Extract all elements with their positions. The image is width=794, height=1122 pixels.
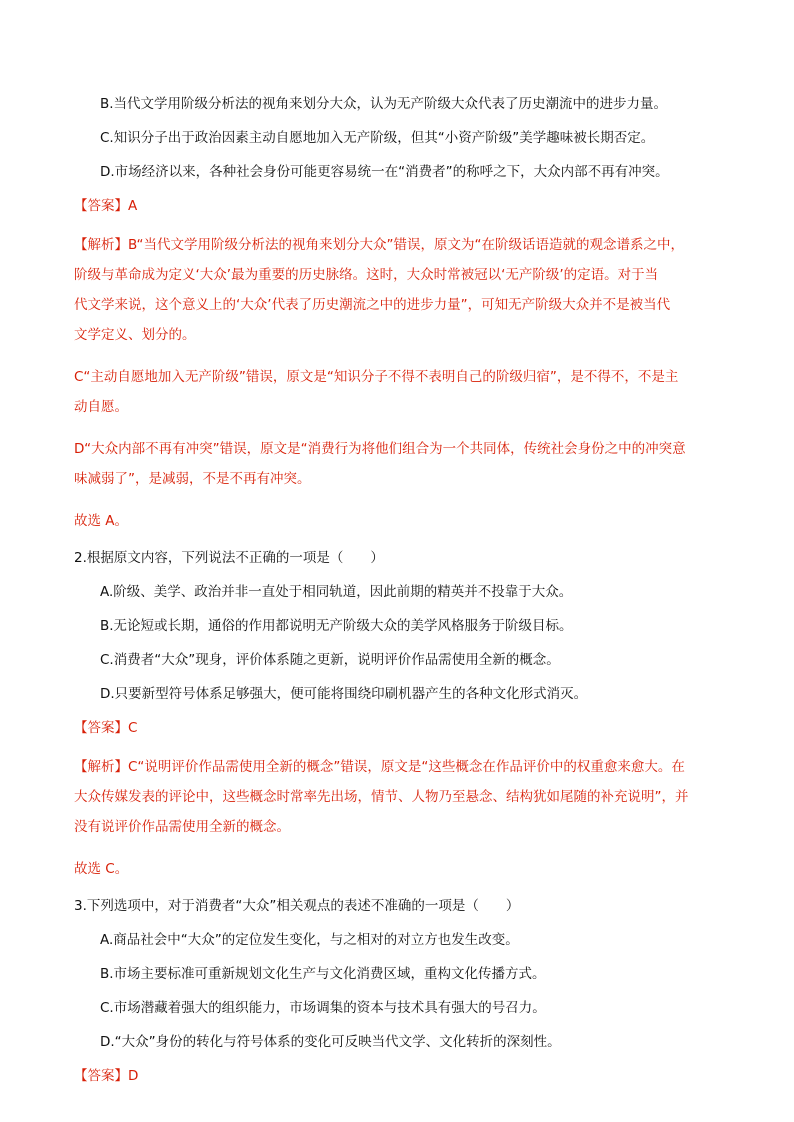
q2-analysis bbox=[74, 752, 734, 842]
analysis-line: 【解析】B“当代文学用阶级分析法的视角来划分大众”错误，原文为“在阶级话语造就的观念谱系之中， bbox=[74, 237, 685, 253]
q1-option-b: B.当代文学用阶级分析法的视角来划分大众，认为无产阶级大众代表了历史潮流中的进步力量。 bbox=[100, 96, 668, 112]
analysis-line: 故选 A。 bbox=[74, 513, 129, 529]
analysis-line: 【解析】C“说明评价作品需使用全新的概念”错误，原文是“这些概念在作品评价中的权重愈来愈大。在 bbox=[74, 759, 685, 775]
analysis-line: 故选 C。 bbox=[74, 861, 129, 877]
answer-value: C bbox=[128, 720, 138, 736]
q1-option-d: D.市场经济以来，各种社会身份可能更容易统一在“消费者”的称呼之下，大众内部不再有冲突。 bbox=[100, 164, 669, 180]
q2-stem: 2.根据原文内容，下列说法不正确的一项是（ ） bbox=[74, 550, 384, 566]
q1-option-c: C.知识分子出于政治因素主动自愿地加入无产阶级，但其“小资产阶级”美学趣味被长期否定。 bbox=[100, 130, 655, 146]
answer-label: 【答案】 bbox=[74, 1068, 128, 1084]
analysis-line: 动自愿。 bbox=[74, 399, 128, 415]
q3-answer bbox=[74, 1066, 734, 1086]
analysis-line: 味减弱了”，是减弱，不是不再有冲突。 bbox=[74, 471, 311, 487]
answer-label: 【答案】 bbox=[74, 720, 128, 736]
analysis-line: 代文学来说，这个意义上的‘大众’代表了历史潮流之中的进步力量”，可知无产阶级大众并不是被当代 bbox=[74, 297, 671, 313]
q3-option-c: C.市场潜藏着强大的组织能力，市场调集的资本与技术具有强大的号召力。 bbox=[100, 1000, 546, 1016]
q1-conclusion bbox=[74, 506, 734, 536]
q1-analysis-d bbox=[74, 434, 734, 494]
q3-option-a: A.商品社会中“大众”的定位发生变化，与之相对的对立方也发生改变。 bbox=[100, 932, 519, 948]
q3-option-b: B.市场主要标准可重新规划文化生产与文化消费区域，重构文化传播方式。 bbox=[100, 966, 546, 982]
q1-answer bbox=[74, 196, 734, 216]
answer-value: A bbox=[128, 198, 138, 214]
q3-option-d: D.“大众”身份的转化与符号体系的变化可反映当代文学、文化转折的深刻性。 bbox=[100, 1034, 561, 1050]
q2-option-c: C.消费者“大众”现身，评价体系随之更新，说明评价作品需使用全新的概念。 bbox=[100, 652, 560, 668]
q2-option-d: D.只要新型符号体系足够强大，便可能将围绕印刷机器产生的各种文化形式消灭。 bbox=[100, 686, 588, 702]
q3-stem: 3.下列选项中，对于消费者“大众”相关观点的表述不准确的一项是（ ） bbox=[74, 898, 520, 914]
analysis-line: 文学定义、划分的。 bbox=[74, 327, 196, 343]
q2-conclusion bbox=[74, 854, 734, 884]
analysis-line: C“主动自愿地加入无产阶级”错误，原文是“知识分子不得不表明自己的阶级归宿”，是不得不，不是主 bbox=[74, 369, 679, 385]
q2-option-b: B.无论短或长期，通俗的作用都说明无产阶级大众的美学风格服务于阶级目标。 bbox=[100, 618, 573, 634]
analysis-line: 没有说评价作品需使用全新的概念。 bbox=[74, 819, 290, 835]
analysis-line: 阶级与革命成为定义‘大众’最为重要的历史脉络。这时，大众时常被冠以‘无产阶级’的定语。对于当 bbox=[74, 267, 659, 283]
analysis-line: D“大众内部不再有冲突”错误，原文是“消费行为将他们组合为一个共同体，传统社会身份之中的冲突意 bbox=[74, 441, 686, 457]
answer-value: D bbox=[128, 1068, 139, 1084]
analysis-line: 大众传媒发表的评论中，这些概念时常率先出场，情节、人物乃至悬念、结构犹如尾随的补充说明”，并 bbox=[74, 789, 689, 805]
q1-analysis-b bbox=[74, 230, 734, 350]
answer-label: 【答案】 bbox=[74, 198, 128, 214]
q2-option-a: A.阶级、美学、政治并非一直处于相同轨道，因此前期的精英并不投靠于大众。 bbox=[100, 584, 573, 600]
q2-answer bbox=[74, 718, 734, 738]
q1-analysis-c bbox=[74, 362, 734, 422]
